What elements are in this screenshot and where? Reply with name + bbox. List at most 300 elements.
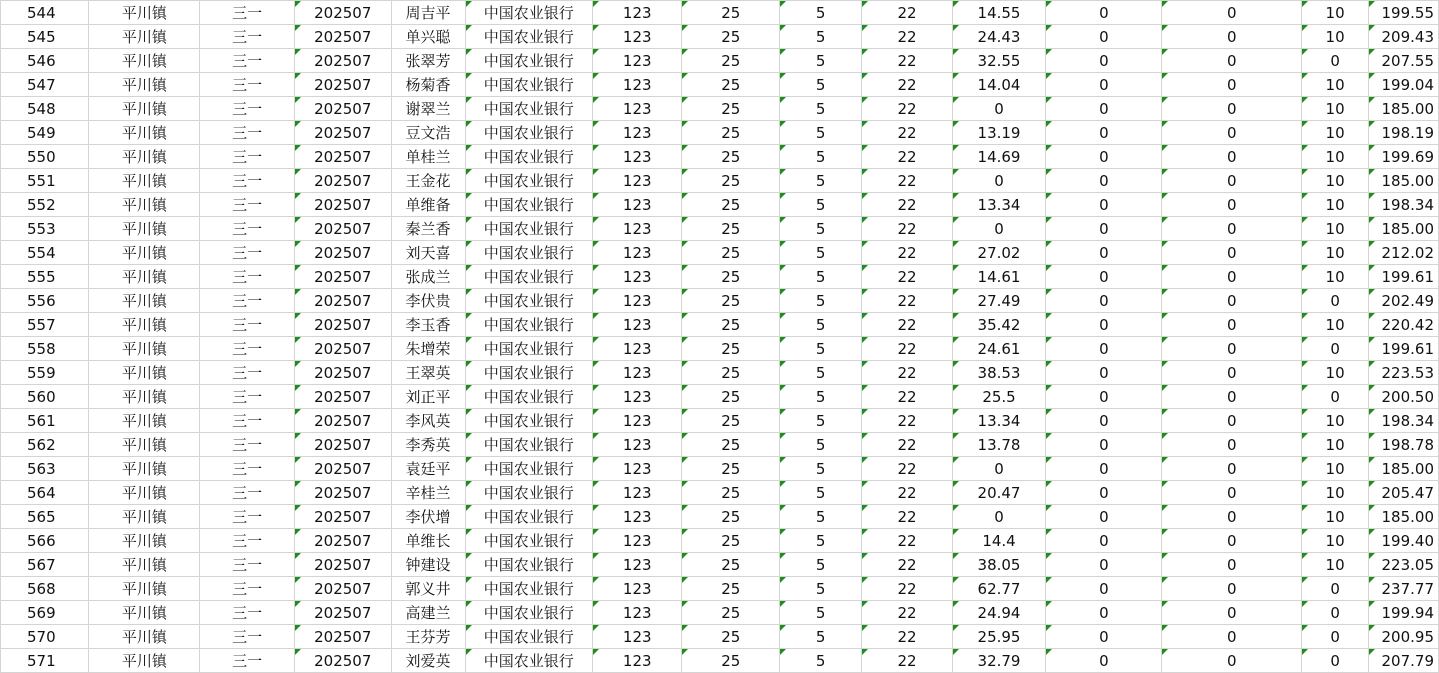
- table-cell[interactable]: 平川镇: [89, 409, 200, 433]
- table-cell[interactable]: 三一: [200, 73, 295, 97]
- table-cell[interactable]: 0: [1046, 169, 1162, 193]
- table-cell[interactable]: 13.19: [952, 121, 1046, 145]
- table-cell[interactable]: 平川镇: [89, 433, 200, 457]
- table-cell[interactable]: 中国农业银行: [465, 145, 592, 169]
- table-cell[interactable]: 207.55: [1369, 49, 1439, 73]
- table-cell[interactable]: 李玉香: [391, 313, 465, 337]
- table-cell[interactable]: 5: [780, 73, 862, 97]
- table-cell[interactable]: 5: [780, 25, 862, 49]
- table-cell[interactable]: 三一: [200, 145, 295, 169]
- table-cell[interactable]: 544: [1, 1, 89, 25]
- table-cell[interactable]: 0: [1162, 625, 1302, 649]
- table-cell[interactable]: 0: [1046, 409, 1162, 433]
- table-cell[interactable]: 中国农业银行: [465, 361, 592, 385]
- table-cell[interactable]: 0: [1162, 577, 1302, 601]
- table-cell[interactable]: 平川镇: [89, 385, 200, 409]
- table-cell[interactable]: 5: [780, 433, 862, 457]
- table-cell[interactable]: 三一: [200, 337, 295, 361]
- table-cell[interactable]: 202507: [294, 193, 391, 217]
- table-cell[interactable]: 13.34: [952, 193, 1046, 217]
- table-cell[interactable]: 0: [1162, 553, 1302, 577]
- table-cell[interactable]: 三一: [200, 553, 295, 577]
- table-cell[interactable]: 22: [862, 385, 952, 409]
- table-cell[interactable]: 0: [952, 217, 1046, 241]
- table-cell[interactable]: 刘爱英: [391, 649, 465, 673]
- table-cell[interactable]: 0: [1162, 337, 1302, 361]
- table-cell[interactable]: 三一: [200, 313, 295, 337]
- table-cell[interactable]: 中国农业银行: [465, 25, 592, 49]
- table-cell[interactable]: 202507: [294, 265, 391, 289]
- table-cell[interactable]: 0: [1162, 145, 1302, 169]
- table-cell[interactable]: 0: [1046, 73, 1162, 97]
- table-cell[interactable]: 123: [593, 145, 682, 169]
- table-cell[interactable]: 22: [862, 217, 952, 241]
- table-cell[interactable]: 10: [1302, 505, 1369, 529]
- table-cell[interactable]: 5: [780, 553, 862, 577]
- table-cell[interactable]: 三一: [200, 265, 295, 289]
- table-cell[interactable]: 0: [1046, 553, 1162, 577]
- table-cell[interactable]: 198.78: [1369, 433, 1439, 457]
- table-cell[interactable]: 0: [1046, 265, 1162, 289]
- table-cell[interactable]: 0: [1046, 1, 1162, 25]
- table-cell[interactable]: 205.47: [1369, 481, 1439, 505]
- table-cell[interactable]: 25: [682, 217, 780, 241]
- table-cell[interactable]: 10: [1302, 121, 1369, 145]
- table-cell[interactable]: 10: [1302, 409, 1369, 433]
- table-cell[interactable]: 10: [1302, 217, 1369, 241]
- table-cell[interactable]: 0: [1046, 145, 1162, 169]
- table-cell[interactable]: 10: [1302, 553, 1369, 577]
- table-cell[interactable]: 中国农业银行: [465, 73, 592, 97]
- table-cell[interactable]: 0: [1302, 337, 1369, 361]
- table-cell[interactable]: 551: [1, 169, 89, 193]
- table-cell[interactable]: 25: [682, 25, 780, 49]
- table-cell[interactable]: 0: [1046, 241, 1162, 265]
- table-cell[interactable]: 25: [682, 337, 780, 361]
- table-cell[interactable]: 0: [1162, 121, 1302, 145]
- table-cell[interactable]: 202507: [294, 121, 391, 145]
- table-cell[interactable]: 25: [682, 1, 780, 25]
- table-cell[interactable]: 0: [1046, 481, 1162, 505]
- table-cell[interactable]: 202507: [294, 169, 391, 193]
- table-cell[interactable]: 5: [780, 169, 862, 193]
- table-cell[interactable]: 22: [862, 361, 952, 385]
- table-cell[interactable]: 123: [593, 25, 682, 49]
- table-cell[interactable]: 123: [593, 289, 682, 313]
- table-cell[interactable]: 198.19: [1369, 121, 1439, 145]
- table-cell[interactable]: 25: [682, 409, 780, 433]
- table-cell[interactable]: 202507: [294, 361, 391, 385]
- table-cell[interactable]: 0: [1046, 193, 1162, 217]
- table-cell[interactable]: 0: [1162, 1, 1302, 25]
- table-cell[interactable]: 平川镇: [89, 577, 200, 601]
- table-cell[interactable]: 22: [862, 241, 952, 265]
- table-cell[interactable]: 5: [780, 577, 862, 601]
- table-cell[interactable]: 0: [1302, 577, 1369, 601]
- table-cell[interactable]: 123: [593, 481, 682, 505]
- table-cell[interactable]: 0: [1046, 25, 1162, 49]
- table-cell[interactable]: 32.79: [952, 649, 1046, 673]
- table-cell[interactable]: 555: [1, 265, 89, 289]
- table-cell[interactable]: 22: [862, 553, 952, 577]
- table-cell[interactable]: 35.42: [952, 313, 1046, 337]
- table-cell[interactable]: 22: [862, 625, 952, 649]
- table-cell[interactable]: 22: [862, 601, 952, 625]
- table-cell[interactable]: 22: [862, 145, 952, 169]
- table-cell[interactable]: 刘天喜: [391, 241, 465, 265]
- table-cell[interactable]: 22: [862, 313, 952, 337]
- table-cell[interactable]: 0: [1162, 481, 1302, 505]
- table-cell[interactable]: 刘正平: [391, 385, 465, 409]
- table-cell[interactable]: 中国农业银行: [465, 529, 592, 553]
- table-cell[interactable]: 25: [682, 361, 780, 385]
- table-cell[interactable]: 22: [862, 337, 952, 361]
- table-cell[interactable]: 202507: [294, 337, 391, 361]
- table-cell[interactable]: 62.77: [952, 577, 1046, 601]
- table-cell[interactable]: 22: [862, 121, 952, 145]
- table-cell[interactable]: 123: [593, 409, 682, 433]
- table-cell[interactable]: 25: [682, 313, 780, 337]
- table-cell[interactable]: 220.42: [1369, 313, 1439, 337]
- table-cell[interactable]: 中国农业银行: [465, 409, 592, 433]
- table-cell[interactable]: 202507: [294, 481, 391, 505]
- table-cell[interactable]: 567: [1, 553, 89, 577]
- table-cell[interactable]: 平川镇: [89, 601, 200, 625]
- table-cell[interactable]: 202507: [294, 25, 391, 49]
- table-cell[interactable]: 10: [1302, 433, 1369, 457]
- table-cell[interactable]: 秦兰香: [391, 217, 465, 241]
- table-cell[interactable]: 199.94: [1369, 601, 1439, 625]
- table-cell[interactable]: 平川镇: [89, 265, 200, 289]
- table-cell[interactable]: 中国农业银行: [465, 457, 592, 481]
- table-cell[interactable]: 0: [1162, 73, 1302, 97]
- table-cell[interactable]: 平川镇: [89, 481, 200, 505]
- table-cell[interactable]: 中国农业银行: [465, 649, 592, 673]
- table-cell[interactable]: 平川镇: [89, 169, 200, 193]
- table-cell[interactable]: 14.4: [952, 529, 1046, 553]
- table-cell[interactable]: 中国农业银行: [465, 193, 592, 217]
- table-cell[interactable]: 123: [593, 385, 682, 409]
- table-cell[interactable]: 185.00: [1369, 457, 1439, 481]
- table-cell[interactable]: 14.55: [952, 1, 1046, 25]
- table-cell[interactable]: 562: [1, 433, 89, 457]
- table-cell[interactable]: 566: [1, 529, 89, 553]
- table-cell[interactable]: 0: [1046, 97, 1162, 121]
- table-cell[interactable]: 0: [1046, 313, 1162, 337]
- table-cell[interactable]: 123: [593, 361, 682, 385]
- table-cell[interactable]: 22: [862, 529, 952, 553]
- table-cell[interactable]: 24.94: [952, 601, 1046, 625]
- table-cell[interactable]: 202.49: [1369, 289, 1439, 313]
- table-cell[interactable]: 0: [1162, 169, 1302, 193]
- table-cell[interactable]: 22: [862, 649, 952, 673]
- table-cell[interactable]: 平川镇: [89, 649, 200, 673]
- table-cell[interactable]: 李伏增: [391, 505, 465, 529]
- table-cell[interactable]: 0: [1162, 601, 1302, 625]
- table-cell[interactable]: 三一: [200, 625, 295, 649]
- table-cell[interactable]: 123: [593, 241, 682, 265]
- table-cell[interactable]: 0: [1162, 433, 1302, 457]
- table-cell[interactable]: 123: [593, 649, 682, 673]
- table-cell[interactable]: 中国农业银行: [465, 169, 592, 193]
- table-cell[interactable]: 三一: [200, 121, 295, 145]
- table-cell[interactable]: 平川镇: [89, 241, 200, 265]
- table-cell[interactable]: 185.00: [1369, 97, 1439, 121]
- table-cell[interactable]: 三一: [200, 361, 295, 385]
- table-cell[interactable]: 123: [593, 193, 682, 217]
- table-cell[interactable]: 123: [593, 505, 682, 529]
- table-cell[interactable]: 123: [593, 217, 682, 241]
- table-cell[interactable]: 25: [682, 385, 780, 409]
- table-cell[interactable]: 199.61: [1369, 337, 1439, 361]
- table-cell[interactable]: 10: [1302, 457, 1369, 481]
- table-cell[interactable]: 570: [1, 625, 89, 649]
- table-cell[interactable]: 202507: [294, 145, 391, 169]
- table-cell[interactable]: 556: [1, 289, 89, 313]
- table-cell[interactable]: 25: [682, 121, 780, 145]
- table-cell[interactable]: 25: [682, 169, 780, 193]
- table-cell[interactable]: 202507: [294, 577, 391, 601]
- table-cell[interactable]: 202507: [294, 529, 391, 553]
- table-cell[interactable]: 平川镇: [89, 73, 200, 97]
- table-cell[interactable]: 5: [780, 241, 862, 265]
- table-cell[interactable]: 200.50: [1369, 385, 1439, 409]
- table-cell[interactable]: 5: [780, 409, 862, 433]
- table-cell[interactable]: 平川镇: [89, 1, 200, 25]
- table-cell[interactable]: 5: [780, 337, 862, 361]
- table-cell[interactable]: 123: [593, 169, 682, 193]
- table-cell[interactable]: 0: [1162, 529, 1302, 553]
- table-cell[interactable]: 123: [593, 457, 682, 481]
- table-cell[interactable]: 22: [862, 481, 952, 505]
- table-cell[interactable]: 李风英: [391, 409, 465, 433]
- table-cell[interactable]: 10: [1302, 241, 1369, 265]
- table-cell[interactable]: 三一: [200, 649, 295, 673]
- table-cell[interactable]: 5: [780, 121, 862, 145]
- table-cell[interactable]: 202507: [294, 553, 391, 577]
- table-cell[interactable]: 22: [862, 577, 952, 601]
- table-cell[interactable]: 0: [1162, 505, 1302, 529]
- table-cell[interactable]: 10: [1302, 361, 1369, 385]
- table-cell[interactable]: 单兴聪: [391, 25, 465, 49]
- table-cell[interactable]: 平川镇: [89, 193, 200, 217]
- table-cell[interactable]: 三一: [200, 1, 295, 25]
- table-cell[interactable]: 平川镇: [89, 97, 200, 121]
- table-cell[interactable]: 123: [593, 625, 682, 649]
- table-cell[interactable]: 25: [682, 505, 780, 529]
- table-cell[interactable]: 0: [1162, 361, 1302, 385]
- table-cell[interactable]: 20.47: [952, 481, 1046, 505]
- table-cell[interactable]: 553: [1, 217, 89, 241]
- table-cell[interactable]: 25: [682, 241, 780, 265]
- table-cell[interactable]: 10: [1302, 265, 1369, 289]
- table-cell[interactable]: 单维备: [391, 193, 465, 217]
- table-cell[interactable]: 202507: [294, 505, 391, 529]
- table-cell[interactable]: 10: [1302, 145, 1369, 169]
- table-cell[interactable]: 三一: [200, 193, 295, 217]
- table-cell[interactable]: 25: [682, 433, 780, 457]
- table-cell[interactable]: 5: [780, 385, 862, 409]
- table-cell[interactable]: 22: [862, 73, 952, 97]
- table-cell[interactable]: 5: [780, 625, 862, 649]
- table-cell[interactable]: 123: [593, 601, 682, 625]
- table-cell[interactable]: 202507: [294, 241, 391, 265]
- table-cell[interactable]: 25.95: [952, 625, 1046, 649]
- table-cell[interactable]: 中国农业银行: [465, 337, 592, 361]
- table-cell[interactable]: 朱增荣: [391, 337, 465, 361]
- table-cell[interactable]: 25: [682, 481, 780, 505]
- table-cell[interactable]: 25: [682, 601, 780, 625]
- table-cell[interactable]: 25: [682, 649, 780, 673]
- table-cell[interactable]: 123: [593, 337, 682, 361]
- table-cell[interactable]: 张翠芳: [391, 49, 465, 73]
- table-cell[interactable]: 5: [780, 193, 862, 217]
- table-cell[interactable]: 三一: [200, 409, 295, 433]
- table-cell[interactable]: 三一: [200, 505, 295, 529]
- table-cell[interactable]: 张成兰: [391, 265, 465, 289]
- table-cell[interactable]: 0: [952, 457, 1046, 481]
- table-cell[interactable]: 钟建设: [391, 553, 465, 577]
- table-cell[interactable]: 平川镇: [89, 553, 200, 577]
- table-cell[interactable]: 202507: [294, 409, 391, 433]
- table-cell[interactable]: 123: [593, 433, 682, 457]
- table-cell[interactable]: 5: [780, 1, 862, 25]
- table-cell[interactable]: 209.43: [1369, 25, 1439, 49]
- table-cell[interactable]: 0: [1162, 289, 1302, 313]
- table-cell[interactable]: 中国农业银行: [465, 313, 592, 337]
- table-cell[interactable]: 202507: [294, 73, 391, 97]
- table-cell[interactable]: 22: [862, 433, 952, 457]
- table-cell[interactable]: 中国农业银行: [465, 289, 592, 313]
- table-cell[interactable]: 123: [593, 49, 682, 73]
- table-cell[interactable]: 0: [952, 505, 1046, 529]
- table-cell[interactable]: 0: [1162, 241, 1302, 265]
- table-cell[interactable]: 547: [1, 73, 89, 97]
- table-cell[interactable]: 199.55: [1369, 1, 1439, 25]
- table-cell[interactable]: 202507: [294, 97, 391, 121]
- table-cell[interactable]: 李秀英: [391, 433, 465, 457]
- table-cell[interactable]: 10: [1302, 481, 1369, 505]
- table-cell[interactable]: 0: [1302, 601, 1369, 625]
- table-cell[interactable]: 豆文浩: [391, 121, 465, 145]
- table-cell[interactable]: 0: [1162, 217, 1302, 241]
- table-cell[interactable]: 三一: [200, 529, 295, 553]
- table-cell[interactable]: 中国农业银行: [465, 433, 592, 457]
- table-cell[interactable]: 0: [1046, 649, 1162, 673]
- table-cell[interactable]: 123: [593, 121, 682, 145]
- table-cell[interactable]: 三一: [200, 481, 295, 505]
- table-cell[interactable]: 549: [1, 121, 89, 145]
- table-cell[interactable]: 202507: [294, 601, 391, 625]
- table-cell[interactable]: 单桂兰: [391, 145, 465, 169]
- table-cell[interactable]: 三一: [200, 289, 295, 313]
- table-cell[interactable]: 25.5: [952, 385, 1046, 409]
- table-cell[interactable]: 202507: [294, 313, 391, 337]
- table-cell[interactable]: 22: [862, 1, 952, 25]
- table-cell[interactable]: 10: [1302, 1, 1369, 25]
- table-cell[interactable]: 25: [682, 49, 780, 73]
- table-cell[interactable]: 25: [682, 265, 780, 289]
- table-cell[interactable]: 三一: [200, 97, 295, 121]
- table-cell[interactable]: 0: [1162, 97, 1302, 121]
- table-cell[interactable]: 25: [682, 97, 780, 121]
- table-cell[interactable]: 25: [682, 529, 780, 553]
- table-cell[interactable]: 550: [1, 145, 89, 169]
- table-cell[interactable]: 平川镇: [89, 121, 200, 145]
- table-cell[interactable]: 5: [780, 49, 862, 73]
- table-cell[interactable]: 5: [780, 313, 862, 337]
- table-cell[interactable]: 三一: [200, 385, 295, 409]
- table-cell[interactable]: 10: [1302, 73, 1369, 97]
- table-cell[interactable]: 185.00: [1369, 505, 1439, 529]
- table-cell[interactable]: 0: [1046, 505, 1162, 529]
- table-cell[interactable]: 中国农业银行: [465, 625, 592, 649]
- table-cell[interactable]: 123: [593, 265, 682, 289]
- table-cell[interactable]: 三一: [200, 601, 295, 625]
- table-cell[interactable]: 0: [1046, 217, 1162, 241]
- table-cell[interactable]: 中国农业银行: [465, 1, 592, 25]
- table-cell[interactable]: 5: [780, 601, 862, 625]
- table-cell[interactable]: 平川镇: [89, 313, 200, 337]
- table-cell[interactable]: 199.61: [1369, 265, 1439, 289]
- table-cell[interactable]: 223.53: [1369, 361, 1439, 385]
- table-cell[interactable]: 平川镇: [89, 457, 200, 481]
- table-cell[interactable]: 0: [1162, 313, 1302, 337]
- table-cell[interactable]: 22: [862, 265, 952, 289]
- table-cell[interactable]: 中国农业银行: [465, 601, 592, 625]
- table-cell[interactable]: 5: [780, 289, 862, 313]
- table-cell[interactable]: 0: [1046, 433, 1162, 457]
- table-cell[interactable]: 202507: [294, 217, 391, 241]
- table-cell[interactable]: 平川镇: [89, 361, 200, 385]
- table-cell[interactable]: 22: [862, 97, 952, 121]
- table-cell[interactable]: 袁廷平: [391, 457, 465, 481]
- table-cell[interactable]: 平川镇: [89, 289, 200, 313]
- table-cell[interactable]: 237.77: [1369, 577, 1439, 601]
- table-cell[interactable]: 0: [1046, 457, 1162, 481]
- table-cell[interactable]: 569: [1, 601, 89, 625]
- table-cell[interactable]: 0: [1046, 529, 1162, 553]
- table-cell[interactable]: 5: [780, 505, 862, 529]
- table-cell[interactable]: 中国农业银行: [465, 121, 592, 145]
- table-cell[interactable]: 三一: [200, 49, 295, 73]
- table-cell[interactable]: 22: [862, 457, 952, 481]
- table-cell[interactable]: 0: [1046, 49, 1162, 73]
- table-cell[interactable]: 564: [1, 481, 89, 505]
- table-cell[interactable]: 0: [1046, 577, 1162, 601]
- table-cell[interactable]: 123: [593, 1, 682, 25]
- table-cell[interactable]: 202507: [294, 433, 391, 457]
- table-cell[interactable]: 185.00: [1369, 217, 1439, 241]
- table-cell[interactable]: 高建兰: [391, 601, 465, 625]
- table-cell[interactable]: 22: [862, 169, 952, 193]
- table-cell[interactable]: 202507: [294, 1, 391, 25]
- table-cell[interactable]: 24.61: [952, 337, 1046, 361]
- table-cell[interactable]: 198.34: [1369, 409, 1439, 433]
- table-cell[interactable]: 557: [1, 313, 89, 337]
- table-cell[interactable]: 565: [1, 505, 89, 529]
- table-cell[interactable]: 单维长: [391, 529, 465, 553]
- table-cell[interactable]: 123: [593, 313, 682, 337]
- table-cell[interactable]: 0: [1046, 121, 1162, 145]
- table-cell[interactable]: 25: [682, 193, 780, 217]
- table-cell[interactable]: 中国农业银行: [465, 265, 592, 289]
- table-cell[interactable]: 0: [952, 169, 1046, 193]
- table-cell[interactable]: 0: [1302, 49, 1369, 73]
- table-cell[interactable]: 202507: [294, 289, 391, 313]
- table-cell[interactable]: 32.55: [952, 49, 1046, 73]
- table-cell[interactable]: 0: [1302, 625, 1369, 649]
